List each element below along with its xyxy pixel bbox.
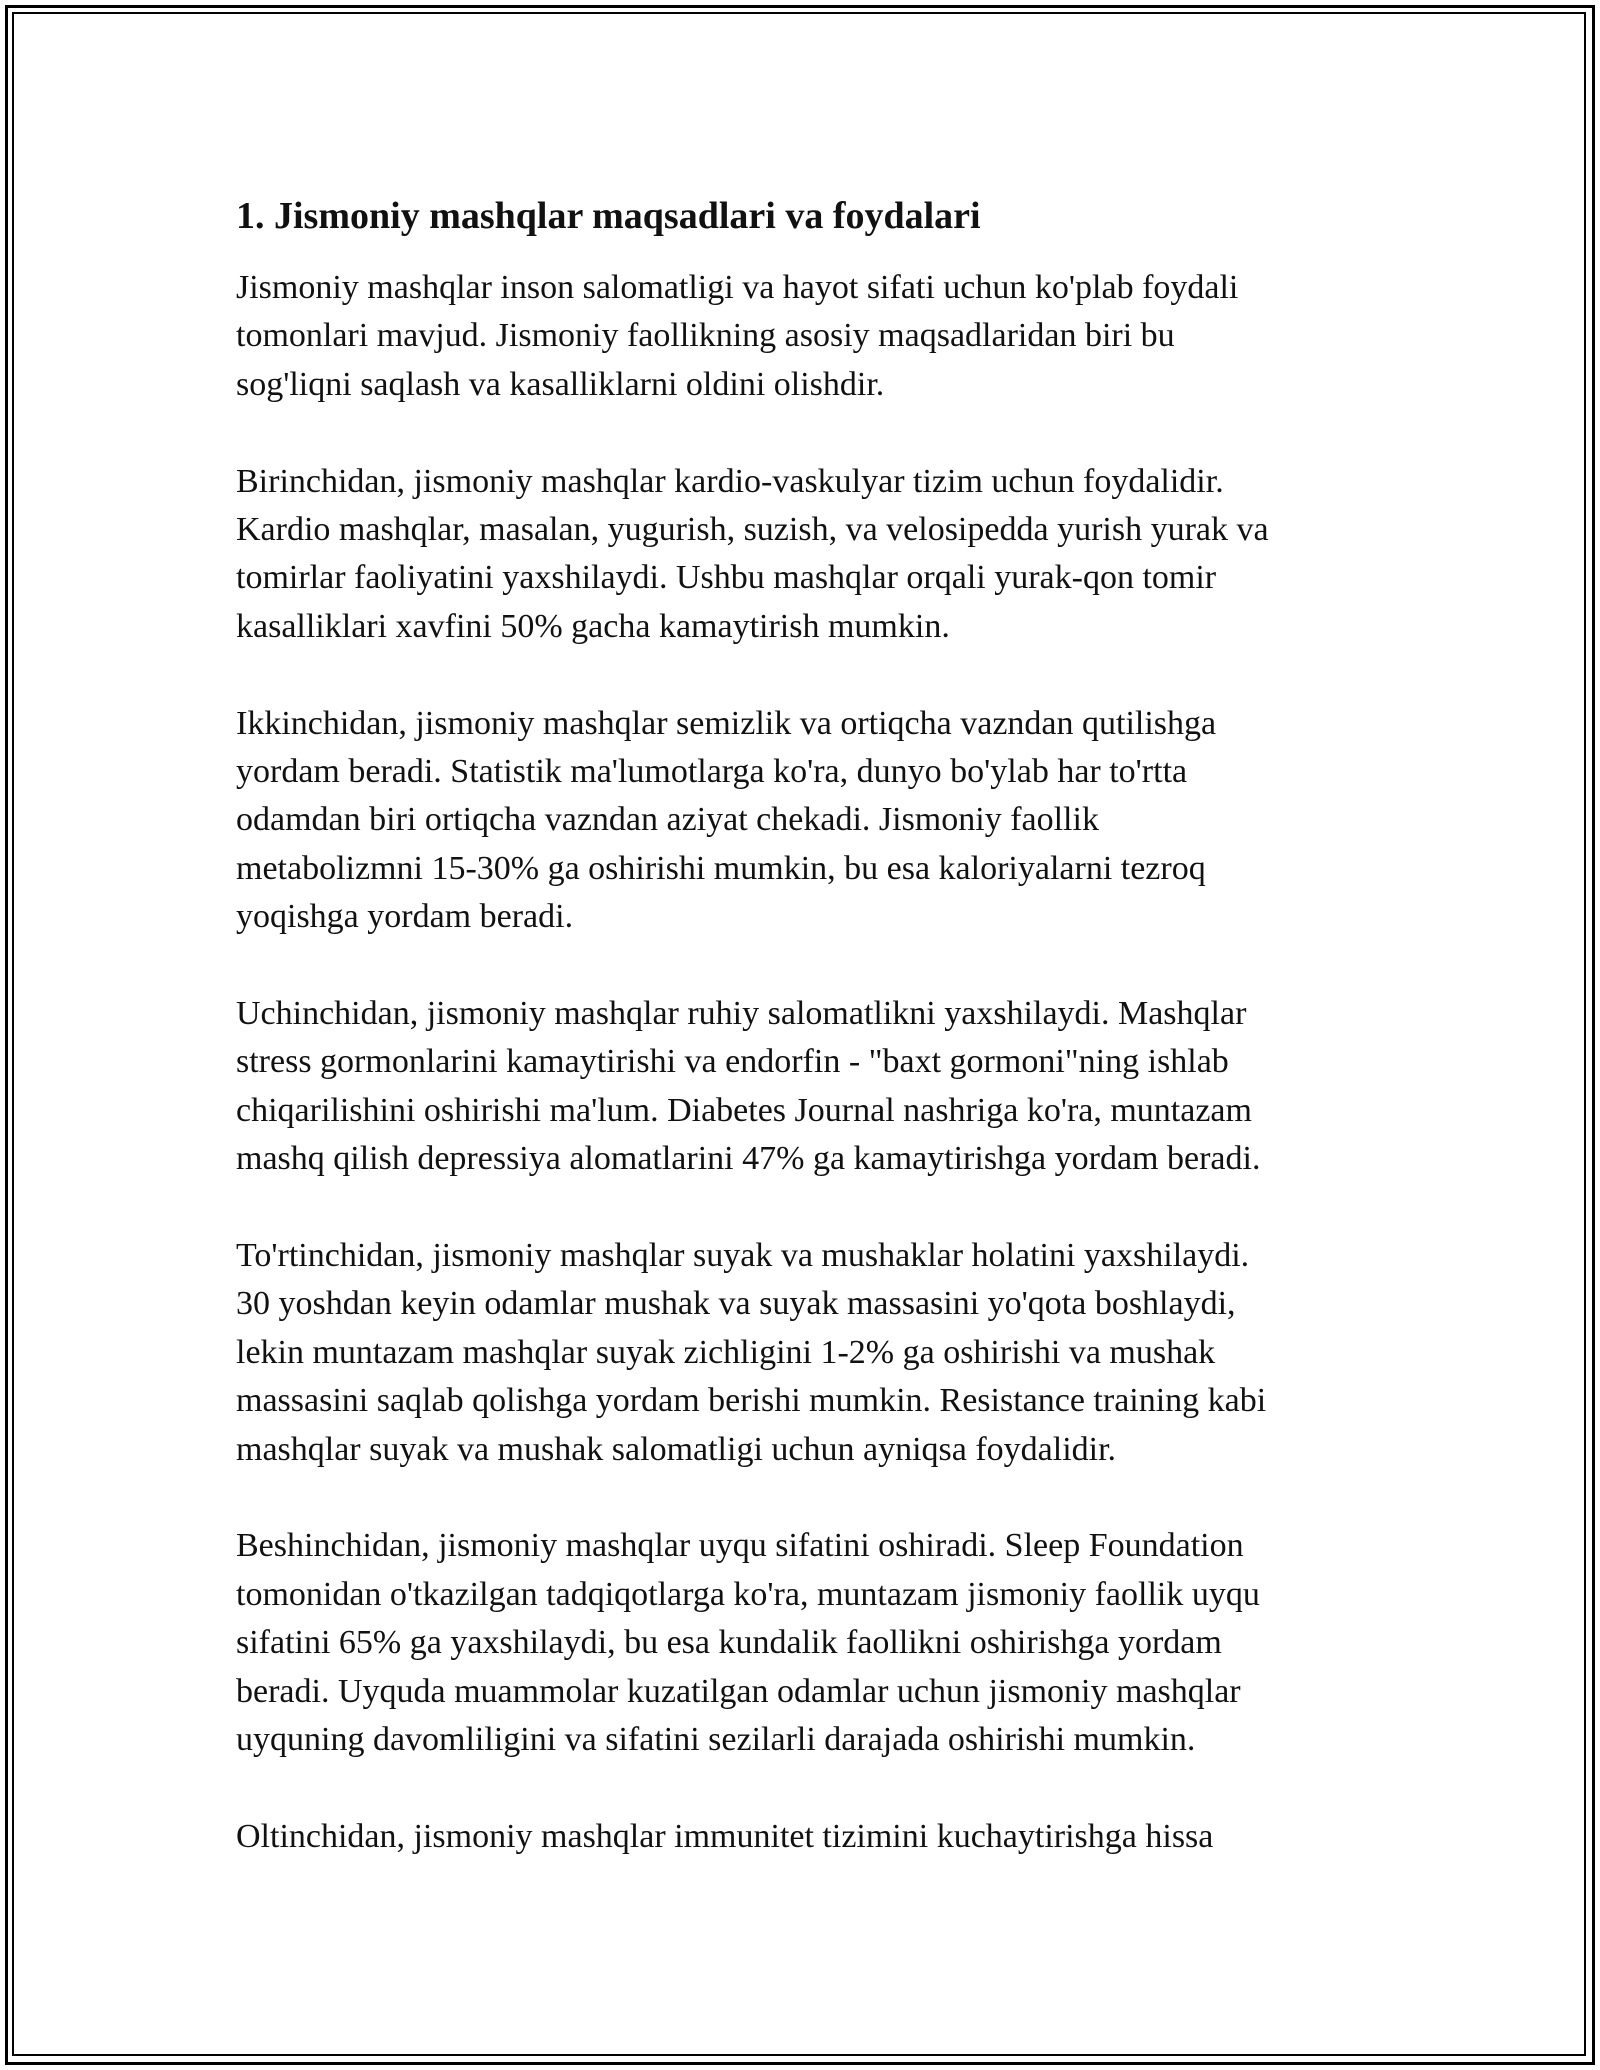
text-line: To'rtinchidan, jismoniy mashqlar suyak va mushaklar holatini yaxshilaydi. [236,1237,1250,1275]
text-line: Uchinchidan, jismoniy mashqlar ruhiy salomatlikni yaxshilaydi. Mashqlar [236,995,1247,1033]
text-line: sifatini 65% ga yaxshilaydi, bu esa kundalik faollikni oshirishga yordam [236,1624,1222,1662]
text-line: uyquning davomliligini va sifatini sezilarli darajada oshirishi mumkin. [236,1721,1196,1759]
document-body [236,188,1364,1910]
text-line: beradi. Uyquda muammolar kuzatilgan odamlar uchun jismoniy mashqlar [236,1672,1241,1710]
text-line: Kardio mashqlar, masalan, yugurish, suzish, va velosipedda yurish yurak va [236,511,1269,549]
text-line: Oltinchidan, jismoniy mashqlar immunitet tizimini kuchaytirishga hissa [236,1817,1214,1855]
text-line: mashq qilish depressiya alomatlarini 47% ga kamaytirishga yordam beradi. [236,1140,1261,1178]
text-line: yoqishga yordam beradi. [236,898,574,936]
paragraph-second [236,700,1364,942]
paragraph-first [236,458,1364,652]
section-heading: 1. Jismoniy mashqlar maqsadlari va foydalari [236,195,981,237]
text-line: Birinchidan, jismoniy mashqlar kardio-vaskulyar tizim uchun foydalidir. [236,462,1224,500]
paragraph-third [236,990,1364,1184]
text-line: metabolizmni 15-30% ga oshirishi mumkin, bu esa kaloriyalarni tezroq [236,849,1206,887]
text-line: 30 yoshdan keyin odamlar mushak va suyak massasini yo'qota boshlaydi, [236,1285,1236,1323]
paragraph-fourth [236,1232,1364,1474]
text-line: kasalliklari xavfini 50% gacha kamaytirish mumkin. [236,607,950,645]
text-line: Jismoniy mashqlar inson salomatligi va hayot sifati uchun ko'plab foydali [236,269,1239,306]
text-line: lekin muntazam mashqlar suyak zichligini 1-2% ga oshirishi va mushak [236,1333,1216,1371]
text-line: tomonidan o'tkazilgan tadqiqotlarga ko'ra, muntazam jismoniy faollik uyqu [236,1575,1260,1613]
text-line: tomonlari mavjud. Jismoniy faollikning asosiy maqsadlaridan biri bu [236,317,1175,355]
paragraph-fifth [236,1522,1364,1764]
text-line: odamdan biri ortiqcha vazndan aziyat chekadi. Jismoniy faollik [236,801,1099,839]
text-line: yordam beradi. Statistik ma'lumotlarga ko'ra, dunyo bo'ylab har to'rtta [236,753,1188,791]
paragraph-sixth [236,1813,1364,1861]
text-line: massasini saqlab qolishga yordam berishi mumkin. Resistance training kabi [236,1382,1267,1420]
text-line: chiqarilishini oshirishi ma'lum. Diabetes Journal nashriga ko'ra, muntazam [236,1091,1252,1129]
paragraph-intro [236,264,1364,409]
text-line: Ikkinchidan, jismoniy mashqlar semizlik va ortiqcha vazndan qutilishga [236,704,1217,742]
text-line: mashqlar suyak va mushak salomatligi uchun ayniqsa foydalidir. [236,1430,1117,1468]
text-line: stress gormonlarini kamaytirishi va endorfin - "baxt gormoni"ning ishlab [236,1043,1229,1081]
text-line: tomirlar faoliyatini yaxshilaydi. Ushbu mashqlar orqali yurak-qon tomir [236,559,1217,597]
text-line: Beshinchidan, jismoniy mashqlar uyqu sifatini oshiradi. Sleep Foundation [236,1527,1244,1565]
text-line: sog'liqni saqlash va kasalliklarni oldini olishdir. [236,365,885,403]
